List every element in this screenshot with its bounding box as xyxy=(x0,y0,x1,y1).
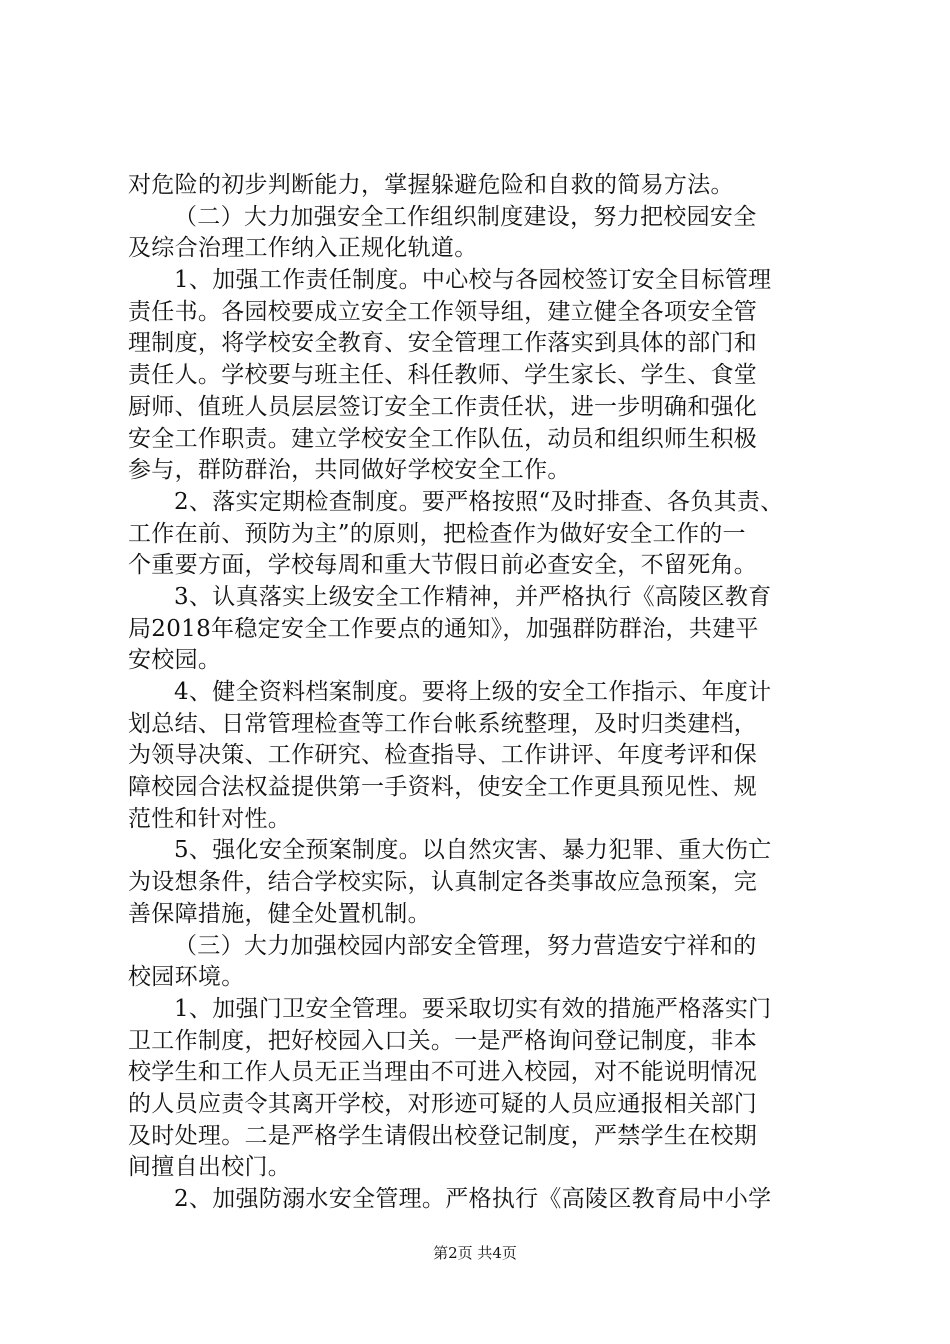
text-line: 及综合治理工作纳入正规化轨道。 xyxy=(128,235,478,262)
text-line: 为领导决策、工作研究、检查指导、工作讲评、年度考评和保 xyxy=(128,742,758,769)
text-line: 5、强化安全预案制度。以自然灾害、暴力犯罪、重大伤亡 xyxy=(174,837,772,864)
text-line: 2、加强防溺水安全管理。严格执行《高陵区教育局中小学 xyxy=(174,1186,772,1212)
text-line: 个重要方面，学校每周和重大节假日前必查安全，不留死角。 xyxy=(128,552,758,579)
text-line: 划总结、日常管理检查等工作台帐系统整理，及时归类建档， xyxy=(128,710,758,737)
page-footer: 第2页 共4页 xyxy=(433,1244,517,1262)
text-line: （二）大力加强安全工作组织制度建设，努力把校园安全 xyxy=(174,203,757,230)
text-line: 范性和针对性。 xyxy=(128,805,292,832)
document-body xyxy=(128,170,830,1216)
text-line: 1、加强门卫安全管理。要采取切实有效的措施严格落实门 xyxy=(174,995,772,1022)
text-line: 安校园。 xyxy=(128,647,222,674)
text-line: 2、落实定期检查制度。要严格按照“及时排查、各负其责、 xyxy=(174,488,784,515)
text-line: 理制度，将学校安全教育、安全管理工作落实到具体的部门和 xyxy=(128,330,758,357)
text-line: 责任人。学校要与班主任、科任教师、学生家长、学生、食堂 xyxy=(128,362,758,389)
text-line: 3、认真落实上级安全工作精神，并严格执行《高陵区教育 xyxy=(174,583,772,610)
text-line: 安全工作职责。建立学校安全工作队伍，动员和组织师生积极 xyxy=(128,425,758,452)
text-line: 及时处理。二是严格学生请假出校登记制度，严禁学生在校期 xyxy=(128,1122,758,1149)
text-line: 间擅自出校门。 xyxy=(128,1154,292,1181)
text-line: 1、加强工作责任制度。中心校与各园校签订安全目标管理 xyxy=(174,267,772,294)
text-line: 责任书。各园校要成立安全工作领导组，建立健全各项安全管 xyxy=(128,298,758,325)
text-line: 参与，群防群治，共同做好学校安全工作。 xyxy=(128,457,571,484)
text-line: 障校园合法权益提供第一手资料，使安全工作更具预见性、规 xyxy=(128,774,758,801)
text-line: 的人员应责令其离开学校，对形迹可疑的人员应通报相关部门 xyxy=(128,1090,758,1117)
text-line: 局2018年稳定安全工作要点的通知》，加强群防群治，共建平 xyxy=(128,615,759,642)
text-line: 对危险的初步判断能力，掌握躲避危险和自救的简易方法。 xyxy=(128,172,734,198)
text-line: 校学生和工作人员无正当理由不可进入校园，对不能说明情况 xyxy=(128,1059,758,1086)
text-line: 卫工作制度，把好校园入口关。一是严格询问登记制度，非本 xyxy=(128,1027,758,1054)
text-line: 厨师、值班人员层层签订安全工作责任状，进一步明确和强化 xyxy=(128,393,758,420)
text-line: 工作在前、预防为主”的原则，把检查作为做好安全工作的一 xyxy=(128,520,746,547)
text-line: （三）大力加强校园内部安全管理，努力营造安宁祥和的 xyxy=(174,932,757,959)
text-line: 校园环境。 xyxy=(128,964,245,991)
text-line: 为设想条件，结合学校实际，认真制定各类事故应急预案，完 xyxy=(128,869,758,896)
text-line: 善保障措施，健全处置机制。 xyxy=(128,900,431,927)
text-line: 4、健全资料档案制度。要将上级的安全工作指示、年度计 xyxy=(174,679,772,705)
